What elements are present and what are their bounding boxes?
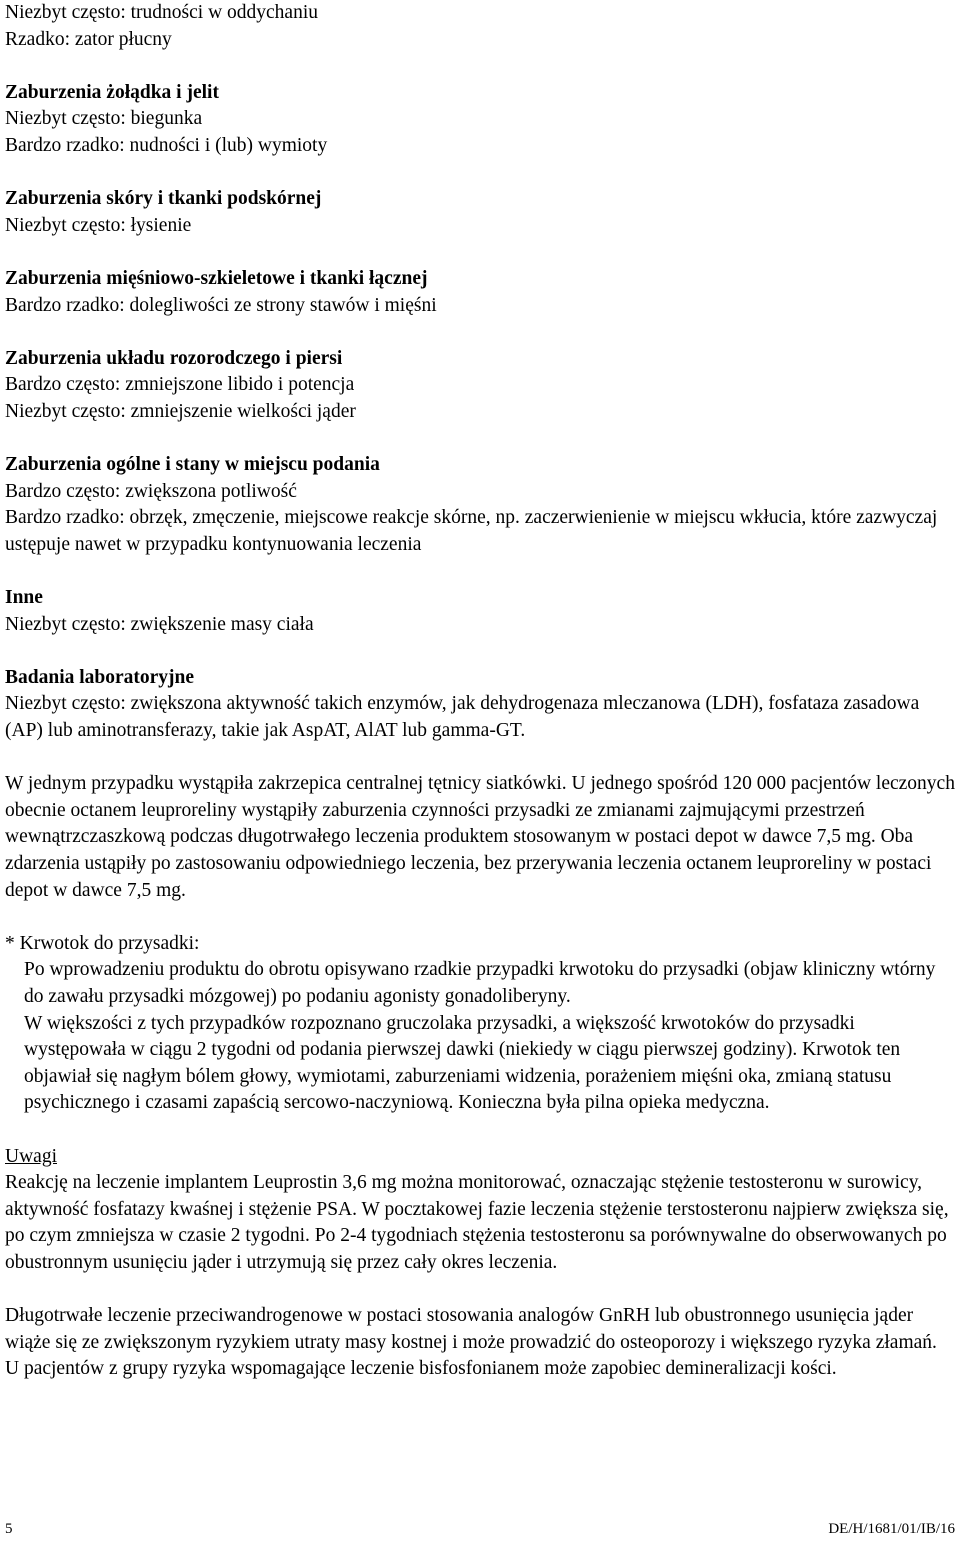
section-heading: Zaburzenia ogólne i stany w miejscu podania <box>5 454 380 476</box>
apoplexy-paragraph: Po wprowadzeniu produktu do obrotu opisywano rzadkie przypadki krwotoku do przysadki (objaw kliniczny wtórny do zawału przysadki mózgowej) po podaniu agonisty gonadoliberyny. <box>24 959 936 1007</box>
paragraph: Bardzo rzadko: obrzęk, zmęczenie, miejscowe reakcje skórne, np. zaczerwienienie w miejscu wkłucia, które zazwyczaj ustępuje nawet w przypadku kontynuowania leczenia <box>5 507 938 555</box>
section-heading: Inne <box>5 587 43 609</box>
document-page <box>5 0 955 1383</box>
text-line: Niezbyt często: zmniejszenie wielkości jąder <box>5 400 356 422</box>
text-line: Niezbyt często: zwiększenie masy ciała <box>5 613 314 635</box>
text-line: Niezbyt często: trudności w oddychaniu <box>5 2 318 23</box>
text-line: Bardzo rzadko: dolegliwości ze strony stawów i mięśni <box>5 294 437 316</box>
text-line: Bardzo rzadko: nudności i (lub) wymioty <box>5 134 328 156</box>
text-line: Niezbyt często: łysienie <box>5 214 192 236</box>
text-line: Niezbyt często: biegunka <box>5 108 203 130</box>
section-heading: Zaburzenia skóry i tkanki podskórnej <box>5 188 322 210</box>
text-line: Bardzo często: zmniejszone libido i potencja <box>5 374 355 396</box>
bone-paragraph: Długotrwałe leczenie przeciwandrogenowe w postaci stosowania analogów GnRH lub obustronnego usunięcia jąder wiąże się ze zwiększonym ryzykiem utraty masy kostnej i może prowadzić do osteoporozy i większego ryzyka złamań. U pacjentów z grupy ryzyka wspomagające leczenie bisfosfonianem może zapobiec demineralizacji kości. <box>5 1305 937 1380</box>
apoplexy-title: * Krwotok do przysadki: <box>5 932 200 954</box>
section-heading: Zaburzenia żołądka i jelit <box>5 81 219 103</box>
apoplexy-paragraph: W większości z tych przypadków rozpoznano gruczolaka przysadki, a większość krwotoków do przysadki występowała w ciągu 2 tygodni od podania pierwszej dawki (niekiedy w ciągu pierwszej godziny). Krwotok ten objawiał się nagłym bólem głowy, wymiotami, zaburzeniami widzenia, porażeniem mięśni oka, zmianą statusu psychicznego i czasami zapaścią sercowo-naczyniową. Konieczna była pilna opieka medyczna. <box>24 1012 901 1114</box>
text-line: Bardzo często: zwiększona potliwość <box>5 480 297 502</box>
page-number: 5 <box>5 1521 13 1537</box>
paragraph: Niezbyt często: zwiększona aktywność takich enzymów, jak dehydrogenaza mleczanowa (LDH), fosfataza zasadowa (AP) lub aminotransferazy, takie jak AspAT, AlAT lub gamma-GT. <box>5 693 920 742</box>
remarks-paragraph: Reakcję na leczenie implantem Leuprostin 3,6 mg można monitorować, oznaczając stężenie testosteronu w surowicy, aktywność fosfatazy kwaśnej i stężenie PSA. W pocztakowej fazie leczenia stężenie terstosteronu najpierw zwiększa się, po czym zmniejsza w czasie 2 tygodni. Po 2-4 tygodniach stężenia testosteronu sa porównywalne do obserwowanych po obustronnym usunięciu jąder i utrzymują się przez cały okres leczenia. <box>5 1172 949 1273</box>
section-heading: Badania laboratoryjne <box>5 666 195 688</box>
document-id: DE/H/1681/01/IB/16 <box>828 1521 955 1537</box>
text-line: Rzadko: zator płucny <box>5 28 172 50</box>
section-heading: Zaburzenia układu rozorodczego i piersi <box>5 347 343 369</box>
remarks-title: Uwagi <box>5 1145 57 1167</box>
section-heading: Zaburzenia mięśniowo-szkieletowe i tkanki łącznej <box>5 267 428 289</box>
paragraph-pituitary: W jednym przypadku wystąpiła zakrzepica centralnej tętnicy siatkówki. U jednego spośród 120 000 pacjentów leczonych obecnie octanem leuproreliny wystąpiły zaburzenia czynności przysadki ze zmianami zajmującymi przestrzeń wewnątrzczaszkową podczas długotrwałego leczenia produktem stosowanym w postaci depot w dawce 7,5 mg. Oba zdarzenia ustąpiły po zastosowaniu odpowiedniego leczenia, bez przerywania leczenia octanem leuproreliny w postaci depot w dawce 7,5 mg. <box>5 773 955 901</box>
